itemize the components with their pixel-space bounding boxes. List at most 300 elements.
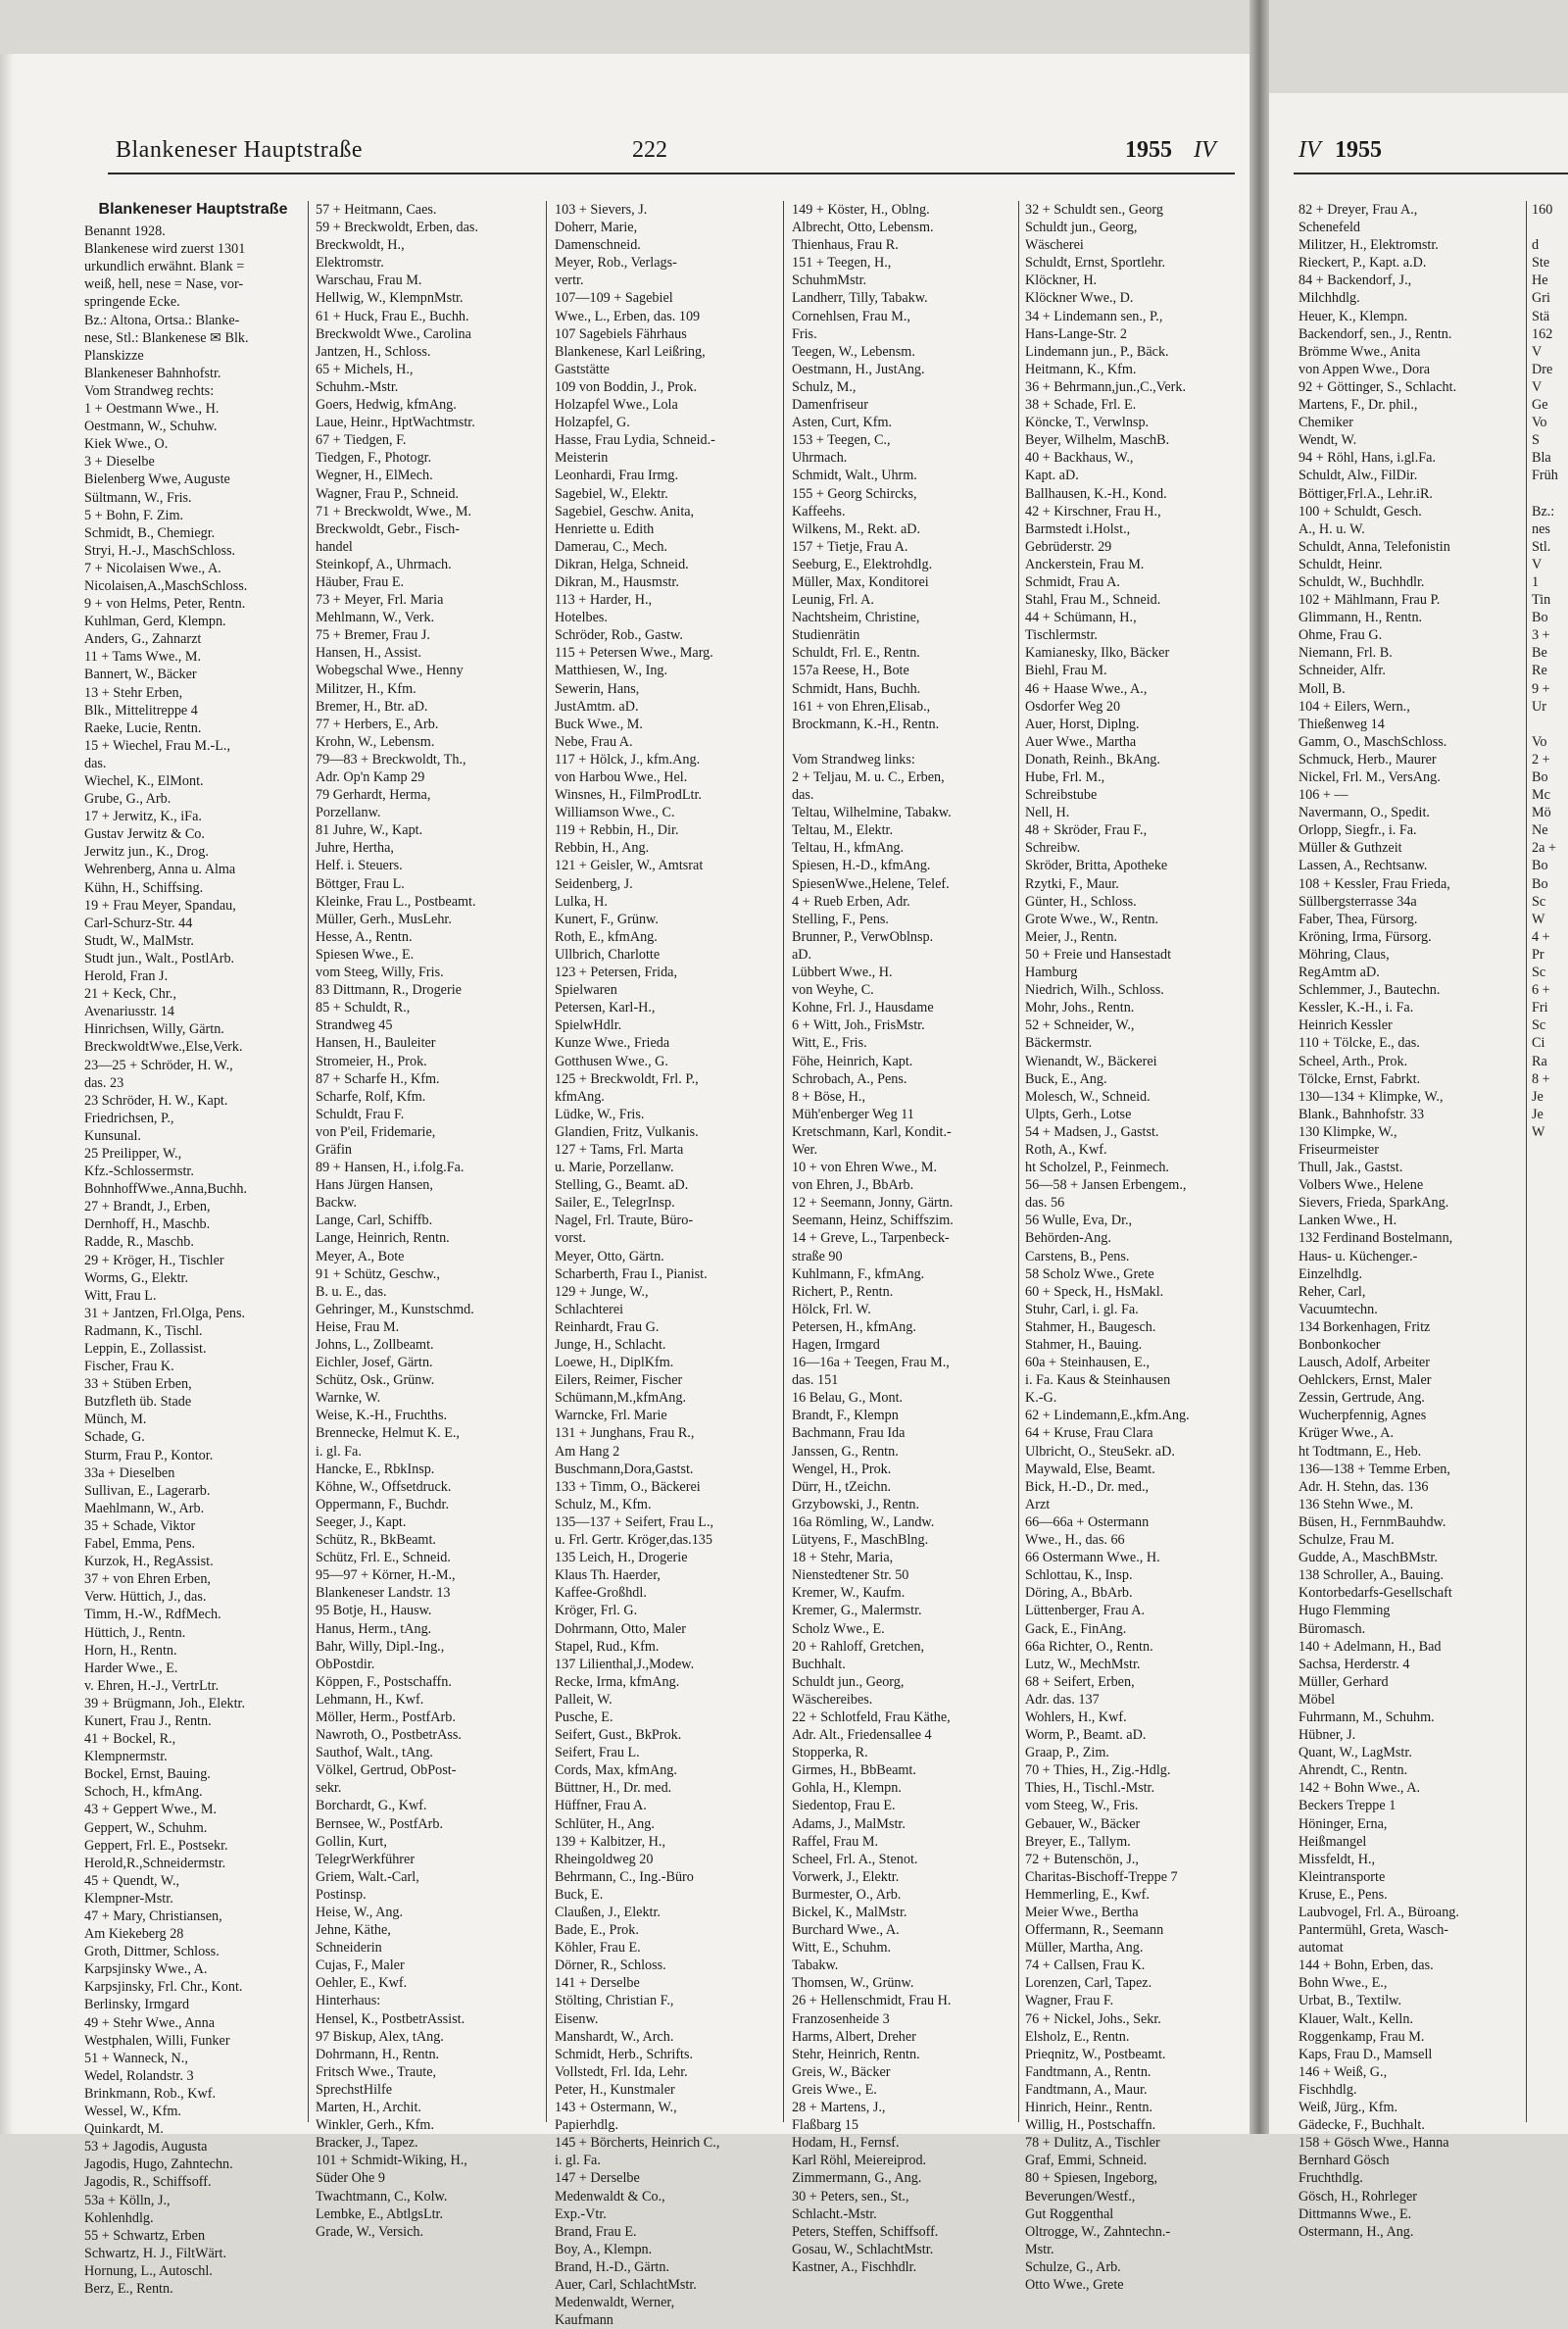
directory-entry: Berz, E., Rentn. [84, 2280, 173, 2297]
directory-entry: Oppermann, F., Buchdr. [316, 1496, 449, 1512]
directory-entry: 52 + Schneider, W., [1025, 1017, 1135, 1034]
directory-entry: Warnke, W. [316, 1390, 381, 1407]
directory-entry: Schütz, Frl. E., Schneid. [316, 1550, 451, 1566]
directory-entry: 16—16a + Teegen, Frau M., [792, 1355, 950, 1371]
directory-entry: Pusche, E. [555, 1709, 613, 1725]
directory-entry: Auer, Horst, Diplng. [1025, 716, 1140, 732]
directory-entry: Bo [1532, 875, 1548, 892]
directory-entry: Mc [1532, 787, 1550, 804]
directory-entry: Wessel, W., Kfm. [84, 2104, 181, 2120]
directory-entry: Weise, K.-H., Fruchths. [316, 1408, 448, 1424]
directory-entry: Witt, E., Schuhm. [792, 1940, 892, 1957]
directory-entry: 9 + von Helms, Peter, Rentn. [84, 596, 246, 613]
directory-entry: 133 + Timm, O., Bäckerei [555, 1478, 701, 1495]
directory-entry: Föhe, Heinrich, Kapt. [792, 1053, 913, 1069]
directory-entry: 13 + Stehr Erben, [84, 684, 183, 701]
directory-entry: Wiechel, K., ElMont. [84, 773, 204, 789]
directory-entry: Hans Jürgen Hansen, [316, 1177, 433, 1194]
directory-entry: Friedrichsen, P., [84, 1110, 174, 1126]
directory-entry: Witt, Frau L. [84, 1287, 157, 1304]
directory-entry: 102 + Mählmann, Frau P. [1298, 592, 1441, 609]
directory-entry: Schmidt, Herb., Schrifts. [555, 2046, 694, 2062]
directory-entry: Dre [1532, 361, 1553, 377]
directory-entry: 56—58 + Jansen Erbengem., [1025, 1177, 1187, 1194]
directory-entry: Geppert, W., Schuhm. [84, 1819, 208, 1836]
directory-entry: Gaststätte [555, 361, 610, 377]
directory-entry: Henriette u. Edith [555, 520, 655, 537]
directory-entry: SpielwHdlr. [555, 1017, 622, 1034]
directory-entry: Eisenw. [555, 2010, 599, 2027]
directory-entry: 7 + Nicolaisen Wwe., A. [84, 560, 221, 576]
directory-entry: Bonbonkocher [1298, 1337, 1381, 1353]
directory-entry: Landherr, Tilly, Tabakw. [792, 290, 928, 307]
directory-entry: automat [1298, 1940, 1344, 1957]
directory-entry: Eichler, Josef, Gärtn. [316, 1355, 433, 1371]
directory-entry: Kiek Wwe., O. [84, 436, 169, 453]
directory-entry: Leunig, Frl. A. [792, 592, 874, 609]
directory-entry: 44 + Schümann, H., [1025, 610, 1137, 626]
directory-entry: SprechstHilfe [316, 2081, 393, 2098]
directory-entry: Kuhlman, Gerd, Klempn. [84, 614, 226, 630]
directory-entry: Schümann,M.,kfmAng. [555, 1390, 686, 1407]
directory-entry: Ahrendt, C., Rentn. [1298, 1762, 1408, 1779]
directory-entry: Karpsjinsky, Frl. Chr., Kont. [84, 1979, 243, 1996]
directory-entry: Kohne, Frl. J., Hausdame [792, 1000, 934, 1016]
directory-entry: 157a Reese, H., Bote [792, 663, 909, 679]
directory-entry: Kleintransporte [1298, 1868, 1386, 1885]
directory-entry: Bo [1532, 769, 1548, 785]
directory-entry: Sc [1532, 1017, 1546, 1034]
directory-entry: Breyer, E., Tallym. [1025, 1833, 1131, 1850]
directory-entry: He [1532, 273, 1548, 289]
directory-entry: Burmester, O., Arb. [792, 1886, 902, 1903]
directory-entry: Cujas, F., Maler [316, 1957, 405, 1974]
directory-entry: 41 + Bockel, R., [84, 1731, 176, 1748]
directory-entry: 77 + Herbers, E., Arb. [316, 716, 439, 732]
directory-entry: vertr. [555, 273, 584, 289]
directory-entry: Damerau, C., Mech. [555, 538, 668, 555]
directory-entry: Meyer, A., Bote [316, 1248, 405, 1264]
directory-entry: 60a + Steinhausen, E., [1025, 1355, 1150, 1371]
directory-entry: Navermann, O., Spedit. [1298, 805, 1430, 821]
directory-entry: 29 + Kröger, H., Tischler [84, 1252, 224, 1268]
directory-entry: Karl Röhl, Meiereiprod. [792, 2153, 927, 2169]
directory-entry: Rieckert, P., Kapt. a.D. [1298, 255, 1427, 272]
directory-entry: Brunner, P., VerwOblnsp. [792, 928, 934, 945]
directory-entry: Wwe., H., das. 66 [1025, 1532, 1125, 1549]
directory-entry: Schneiderin [316, 1940, 382, 1957]
directory-entry: 50 + Freie und Hansestadt [1025, 946, 1172, 963]
directory-entry: Witt, E., Fris. [792, 1035, 867, 1052]
directory-entry: 97 Biskup, Alex, tAng. [316, 2028, 444, 2045]
directory-entry: Kfz.-Schlossermstr. [84, 1164, 194, 1180]
directory-entry: Wohlers, H., Kwf. [1025, 1709, 1127, 1725]
directory-entry: Bachmann, Frau Ida [792, 1425, 906, 1442]
directory-entry: Maehlmann, W., Arb. [84, 1500, 205, 1516]
directory-entry: Wedel, Rolandstr. 3 [84, 2067, 194, 2084]
directory-entry: K.-G. [1025, 1390, 1057, 1407]
directory-entry: i. Fa. Kaus & Steinhausen [1025, 1372, 1171, 1389]
directory-entry: 141 + Derselbe [555, 1975, 640, 1992]
directory-entry: Berlinsky, Irmgard [84, 1997, 190, 2013]
directory-entry: Hasse, Frau Lydia, Schneid.- [555, 432, 715, 449]
directory-entry: Cords, Max, kfmAng. [555, 1762, 677, 1779]
directory-entry: Spielwaren [555, 982, 617, 999]
directory-entry: Schuldt, Frl. E., Rentn. [792, 645, 920, 662]
directory-entry: Müller & Guthzeit [1298, 840, 1402, 857]
directory-entry: Dohrmann, Otto, Maler [555, 1620, 686, 1637]
directory-entry: 115 + Petersen Wwe., Marg. [555, 645, 713, 662]
directory-entry: Raeke, Lucie, Rentn. [84, 719, 202, 736]
directory-entry: Backendorf, sen., J., Rentn. [1298, 325, 1452, 342]
directory-entry: Gri [1532, 290, 1550, 307]
directory-entry: 4 + Rueb Erben, Adr. [792, 893, 910, 910]
directory-entry: Adr. Alt., Friedensallee 4 [792, 1727, 932, 1744]
directory-entry: 54 + Madsen, J., Gastst. [1025, 1123, 1159, 1140]
directory-entry: Bremer, H., Btr. aD. [316, 698, 428, 715]
directory-entry: Planskizze [84, 347, 144, 364]
directory-entry [792, 733, 1013, 751]
directory-entry: Be [1532, 645, 1547, 662]
directory-entry: Grube, G., Arb. [84, 791, 172, 808]
directory-entry: Gräfin [316, 1141, 353, 1158]
directory-entry: Scharfe, Rolf, Kfm. [316, 1088, 426, 1105]
column-divider [783, 201, 784, 2122]
directory-entry: Heitmann, K., Kfm. [1025, 361, 1137, 377]
directory-entry: 146 + Weiß, G., [1298, 2063, 1388, 2080]
directory-entry: Lutz, W., MechMstr. [1025, 1656, 1141, 1672]
directory-entry: das. 23 [84, 1074, 124, 1091]
directory-entry: Hübner, J. [1298, 1727, 1356, 1744]
directory-entry: Lassen, A., Rechtsanw. [1298, 858, 1428, 874]
directory-entry: Kurzok, H., RegAssist. [84, 1554, 214, 1570]
directory-entry: Günter, H., Schloss. [1025, 893, 1137, 910]
directory-entry: Harder Wwe., E. [84, 1660, 178, 1676]
directory-entry: Raffel, Frau M. [792, 1833, 878, 1850]
directory-entry: Radde, R., Maschb. [84, 1234, 194, 1251]
directory-entry: u. Marie, Porzellanw. [555, 1160, 674, 1176]
directory-entry: Schreibw. [1025, 840, 1081, 857]
directory-entry: Petersen, Karl-H., [555, 1000, 656, 1016]
directory-entry: Rebbin, H., Ang. [555, 840, 650, 857]
directory-entry: Wengel, H., Prok. [792, 1461, 892, 1477]
directory-entry: Otto Wwe., Grete [1025, 2276, 1124, 2293]
directory-entry: Schwartz, H. J., FiltWärt. [84, 2245, 226, 2261]
directory-entry: Loewe, H., DiplKfm. [555, 1355, 674, 1371]
directory-entry: Vollstedt, Frl. Ida, Lehr. [555, 2063, 688, 2080]
directory-entry: Albrecht, Otto, Lebensm. [792, 220, 934, 236]
directory-entry: Ur [1532, 698, 1546, 715]
directory-entry: 62 + Lindemann,E.,kfm.Ang. [1025, 1408, 1190, 1424]
page-number: 222 [632, 137, 667, 163]
directory-entry: Zimmermann, G., Ang. [792, 2170, 922, 2187]
directory-entry: 11 + Tams Wwe., M. [84, 649, 202, 666]
directory-entry: Dernhoff, H., Maschb. [84, 1216, 211, 1233]
directory-entry: Vom Strandweg links: [792, 751, 915, 768]
directory-entry: Ra [1532, 1053, 1547, 1069]
directory-entry: Kuhlmann, F., kfmAng. [792, 1265, 925, 1282]
directory-entry: Tölcke, Ernst, Fabrkt. [1298, 1070, 1421, 1087]
directory-entry: Tiedgen, F., Photogr. [316, 450, 432, 467]
directory-entry: Wwe., L., Erben, das. 109 [555, 308, 701, 324]
directory-entry: 66—66a + Ostermann [1025, 1513, 1150, 1530]
directory-entry: 121 + Geisler, W., Amtsrat [555, 858, 704, 874]
directory-entry: Fris. [792, 325, 817, 342]
directory-entry: Oehlckers, Ernst, Maler [1298, 1372, 1432, 1389]
directory-entry: Müller, Martha, Ang. [1025, 1940, 1144, 1957]
volume-left: IV [1194, 137, 1216, 163]
directory-entry: 135—137 + Seifert, Frau L., [555, 1513, 714, 1530]
directory-entry: Schenefeld [1298, 220, 1361, 236]
directory-entry: Studt, W., MalMstr. [84, 932, 194, 949]
directory-entry: 107 Sagebiels Fährhaus [555, 325, 687, 342]
directory-entry: 140 + Adelmann, H., Bad [1298, 1638, 1442, 1655]
directory-entry: Sagebiel, Geschw. Anita, [555, 503, 695, 520]
directory-entry: Goers, Hedwig, kfmAng. [316, 397, 457, 414]
directory-entry: 40 + Backhaus, W., [1025, 450, 1134, 467]
directory-entry: kfmAng. [555, 1088, 605, 1105]
directory-entry: Schlottau, K., Insp. [1025, 1567, 1133, 1584]
directory-entry: Stuhr, Carl, i. gl. Fa. [1025, 1301, 1139, 1317]
directory-entry: Leppin, E., Zollassist. [84, 1341, 207, 1357]
directory-entry: Dohrmann, H., Rentn. [316, 2046, 440, 2062]
directory-entry: Fritsch Wwe., Traute, [316, 2063, 437, 2080]
directory-entry: BreckwoldtWwe.,Else,Verk. [84, 1039, 243, 1056]
directory-column-4 [792, 201, 1013, 2276]
directory-entry: Moll, B. [1298, 680, 1346, 697]
directory-entry: Studt jun., Walt., PostlArb. [84, 950, 235, 966]
directory-entry: V [1532, 378, 1543, 395]
directory-entry: 137 Lilienthal,J.,Modew. [555, 1656, 695, 1672]
directory-entry: ht Todtmann, E., Heb. [1298, 1443, 1422, 1460]
directory-entry: Gosau, W., SchlachtMstr. [792, 2241, 934, 2257]
directory-entry: von Appen Wwe., Dora [1298, 361, 1431, 377]
directory-entry: Meier, J., Rentn. [1025, 928, 1117, 945]
directory-entry: Pr [1532, 946, 1544, 963]
directory-entry: Schreibstube [1025, 787, 1098, 804]
directory-entry: Marten, H., Archit. [316, 2100, 421, 2116]
directory-entry: Pantermühl, Greta, Wasch- [1298, 1922, 1449, 1939]
directory-entry: Thienhaus, Frau R. [792, 237, 899, 254]
directory-entry: Hansen, H., Bauleiter [316, 1035, 436, 1052]
column-divider [1018, 201, 1019, 2122]
directory-entry: Köhler, Frau E. [555, 1940, 641, 1957]
directory-entry: 64 + Kruse, Frau Clara [1025, 1425, 1153, 1442]
directory-entry: Elektromstr. [316, 255, 384, 272]
directory-entry: ObPostdir. [316, 1656, 375, 1672]
directory-entry: Wer. [792, 1141, 818, 1158]
book-spine [1250, 0, 1269, 2134]
directory-entry: Elsholz, E., Rentn. [1025, 2028, 1130, 2045]
directory-entry: Thomsen, W., Grünw. [792, 1975, 914, 1992]
directory-entry: Buck, E., Ang. [1025, 1070, 1107, 1087]
directory-entry: Nickel, Frl. M., VersAng. [1298, 769, 1441, 785]
directory-entry: Gösch, H., Rohrleger [1298, 2188, 1417, 2205]
directory-entry: Herold,R.,Schneidermstr. [84, 1855, 226, 1871]
directory-entry: W [1532, 1123, 1545, 1140]
directory-entry: Meisterin [555, 450, 609, 467]
directory-entry: von Harbou Wwe., Hel. [555, 769, 688, 785]
directory-entry: Sc [1532, 893, 1546, 910]
directory-entry: Möhring, Claus, [1298, 946, 1390, 963]
directory-entry: Seidenberg, J. [555, 875, 633, 892]
column-divider [546, 201, 547, 2122]
directory-entry: Stryi, H.-J., MaschSchloss. [84, 542, 236, 559]
directory-entry: Süllbergsterrasse 34a [1298, 893, 1417, 910]
directory-entry: Gack, E., FinAng. [1025, 1620, 1127, 1637]
directory-entry: Schuldt, Frau F. [316, 1106, 405, 1122]
directory-entry: Bade, E., Prok. [555, 1922, 639, 1939]
directory-entry: Kremer, G., Malermstr. [792, 1603, 922, 1619]
directory-entry: Roth, A., Kwf. [1025, 1141, 1107, 1158]
directory-entry: Griem, Walt.-Carl, [316, 1868, 419, 1885]
directory-entry: Wehrenberg, Anna u. Alma [84, 862, 236, 878]
directory-entry: Dürr, H., tZeichn. [792, 1478, 892, 1495]
directory-entry: Gamm, O., MaschSchloss. [1298, 733, 1447, 750]
directory-entry: Schuhm.-Mstr. [316, 378, 399, 395]
directory-entry: Boy, A., Klempn. [555, 2241, 653, 2257]
directory-entry: Greis Wwe., E. [792, 2081, 877, 2098]
directory-entry: Hesse, A., Rentn. [316, 928, 413, 945]
directory-entry: Mstr. [1025, 2241, 1054, 2257]
directory-entry: Ohme, Frau G. [1298, 627, 1383, 644]
directory-entry: Winkler, Gerh., Kfm. [316, 2117, 434, 2134]
directory-entry: Mehlmann, W., Verk. [316, 610, 435, 626]
directory-entry: 74 + Callsen, Frau K. [1025, 1957, 1146, 1974]
directory-entry: das. [792, 787, 814, 804]
directory-entry: 12 + Seemann, Jonny, Gärtn. [792, 1195, 954, 1212]
directory-entry: Sc [1532, 965, 1546, 981]
directory-entry: Böttger, Frau L. [316, 875, 405, 892]
directory-entry: Maywald, Else, Beamt. [1025, 1461, 1155, 1477]
directory-entry: Klaus Th. Haerder, [555, 1567, 661, 1584]
directory-entry: Wagner, Frau F. [1025, 1993, 1114, 2009]
directory-entry: 60 + Speck, H., HsMakl. [1025, 1283, 1164, 1300]
directory-entry: Sturm, Frau P., Kontor. [84, 1447, 214, 1463]
running-head-title: Blankeneser Hauptstraße [116, 137, 364, 163]
directory-entry: Stölting, Christian F., [555, 1993, 674, 2009]
directory-entry: Radmann, K., Tischl. [84, 1322, 203, 1339]
directory-entry: Sievers, Frieda, SparkAng. [1298, 1195, 1449, 1212]
directory-entry: Biehl, Frau M. [1025, 663, 1107, 679]
directory-entry: Backw. [316, 1195, 358, 1212]
directory-entry: Fruchthdlg. [1298, 2170, 1363, 2187]
directory-entry: Adr. H. Stehn, das. 136 [1298, 1478, 1429, 1495]
directory-entry: Blankenese wird zuerst 1301 [84, 241, 246, 258]
directory-entry: Claußen, J., Elektr. [555, 1905, 661, 1920]
directory-entry: Brandt, F., Klempn [792, 1408, 899, 1424]
directory-entry: 162 [1532, 325, 1553, 342]
directory-entry: Sailer, E., TelegrInsp. [555, 1195, 675, 1212]
directory-entry: Gudde, A., MaschBMstr. [1298, 1550, 1438, 1566]
directory-entry: Lange, Heinrich, Rentn. [316, 1230, 450, 1247]
directory-entry: Sachsa, Herderstr. 4 [1298, 1656, 1410, 1672]
directory-entry: Meyer, Otto, Gärtn. [555, 1248, 664, 1264]
directory-entry: Teltau, H., kfmAng. [792, 840, 905, 857]
directory-entry: 51 + Wanneck, N., [84, 2050, 188, 2066]
directory-entry: Spiesen Wwe., E. [316, 946, 415, 963]
directory-entry: Buschmann,Dora,Gastst. [555, 1461, 694, 1477]
directory-entry: Teltau, Wilhelmine, Tabakw. [792, 805, 952, 821]
directory-entry: d [1532, 237, 1540, 254]
directory-entry: 61 + Huck, Frau E., Buchh. [316, 308, 469, 324]
directory-entry: Kunert, F., Grünw. [555, 911, 659, 927]
directory-entry: Postinsp. [316, 1886, 367, 1903]
directory-entry: Schlüter, H., Ang. [555, 1815, 655, 1832]
directory-entry: 66 Ostermann Wwe., H. [1025, 1550, 1160, 1566]
directory-entry: Möbel [1298, 1691, 1336, 1708]
directory-entry: Brennecke, Helmut K. E., [316, 1425, 460, 1442]
directory-entry: Holzapfel Wwe., Lola [555, 397, 678, 414]
directory-entry: Butzfleth üb. Stade [84, 1394, 192, 1411]
directory-entry: Schuldt, Anna, Telefonistin [1298, 538, 1450, 555]
directory-entry: W [1532, 911, 1545, 927]
directory-entry: Lüttenberger, Frau A. [1025, 1603, 1146, 1619]
directory-entry: Benannt 1928. [84, 223, 166, 240]
directory-entry: Nagel, Frl. Traute, Büro- [555, 1213, 694, 1229]
directory-entry: nese, Stl.: Blankenese ✉ Blk. [84, 329, 249, 346]
directory-entry [1532, 485, 1568, 503]
directory-entry: Vacuumtechn. [1298, 1301, 1378, 1317]
directory-entry: 57 + Heitmann, Caes. [316, 202, 437, 218]
directory-entry: Bohn Wwe., E., [1298, 1975, 1388, 1992]
directory-entry: 130 Klimpke, W., [1298, 1123, 1397, 1140]
directory-entry: Schlacht.-Mstr. [792, 2205, 877, 2222]
directory-entry: Buchhalt. [792, 1656, 846, 1672]
directory-entry: 119 + Rebbin, H., Dir. [555, 822, 679, 839]
directory-entry: 10 + von Ehren Wwe., M. [792, 1160, 938, 1176]
directory-entry: von P'eil, Fridemarie, [316, 1123, 436, 1140]
directory-entry: Kaffee-Großhdl. [555, 1585, 647, 1602]
directory-entry: Fandtmann, A., Maur. [1025, 2081, 1148, 2098]
directory-entry: Stahl, Frau M., Schneid. [1025, 592, 1161, 609]
directory-entry: 127 + Tams, Frl. Marta [555, 1141, 684, 1158]
directory-entry: 58 Scholz Wwe., Grete [1025, 1265, 1154, 1282]
directory-entry: Heise, Frau M. [316, 1318, 400, 1335]
directory-entry: Höninger, Erna, [1298, 1815, 1388, 1832]
directory-entry: 161 + von Ehren,Elisab., [792, 698, 931, 715]
directory-entry: Hinrichsen, Willy, Gärtn. [84, 1021, 224, 1038]
directory-entry: 16a Römling, W., Landw. [792, 1513, 935, 1530]
directory-entry: Am Kiekeberg 28 [84, 1926, 184, 1943]
directory-entry: 136—138 + Temme Erben, [1298, 1461, 1450, 1477]
directory-entry: Auer Wwe., Martha [1025, 733, 1137, 750]
directory-entry: Büsen, H., FernmBauhdw. [1298, 1513, 1446, 1530]
directory-entry: Schrobach, A., Pens. [792, 1070, 907, 1087]
directory-entry: Re [1532, 663, 1547, 679]
directory-entry: 49 + Stehr Wwe., Anna [84, 2014, 216, 2031]
directory-entry: 157 + Tietje, Frau A. [792, 538, 908, 555]
directory-entry: Girmes, H., BbBeamt. [792, 1762, 916, 1779]
directory-entry: Bahr, Willy, Dipl.-Ing., [316, 1638, 445, 1655]
directory-entry: Nachtsheim, Christine, [792, 610, 920, 626]
directory-entry: Schoch, H., kfmAng. [84, 1784, 203, 1801]
directory-entry: Hansen, H., Assist. [316, 645, 421, 662]
directory-entry: Münch, M. [84, 1412, 147, 1428]
directory-entry: Schuldt, Heinr. [1298, 556, 1383, 572]
directory-entry: Wobegschal Wwe., Henny [316, 663, 464, 679]
directory-entry: Asten, Curt, Kfm. [792, 415, 893, 431]
directory-entry: Ne [1532, 822, 1548, 839]
directory-entry: Fischer, Frau K. [84, 1359, 174, 1375]
directory-entry: 131 + Junghans, Frau R., [555, 1425, 695, 1442]
directory-entry: Scharberth, Frau I., Pianist. [555, 1265, 708, 1282]
directory-entry: 75 + Bremer, Frau J. [316, 627, 430, 644]
directory-entry: 22 + Schlotfeld, Frau Käthe, [792, 1709, 951, 1725]
directory-entry: Gädecke, F., Buchhalt. [1298, 2117, 1425, 2134]
directory-entry: 42 + Kirschner, Frau H., [1025, 503, 1161, 520]
directory-entry: Oltrogge, W., Zahntechn.- [1025, 2223, 1171, 2240]
